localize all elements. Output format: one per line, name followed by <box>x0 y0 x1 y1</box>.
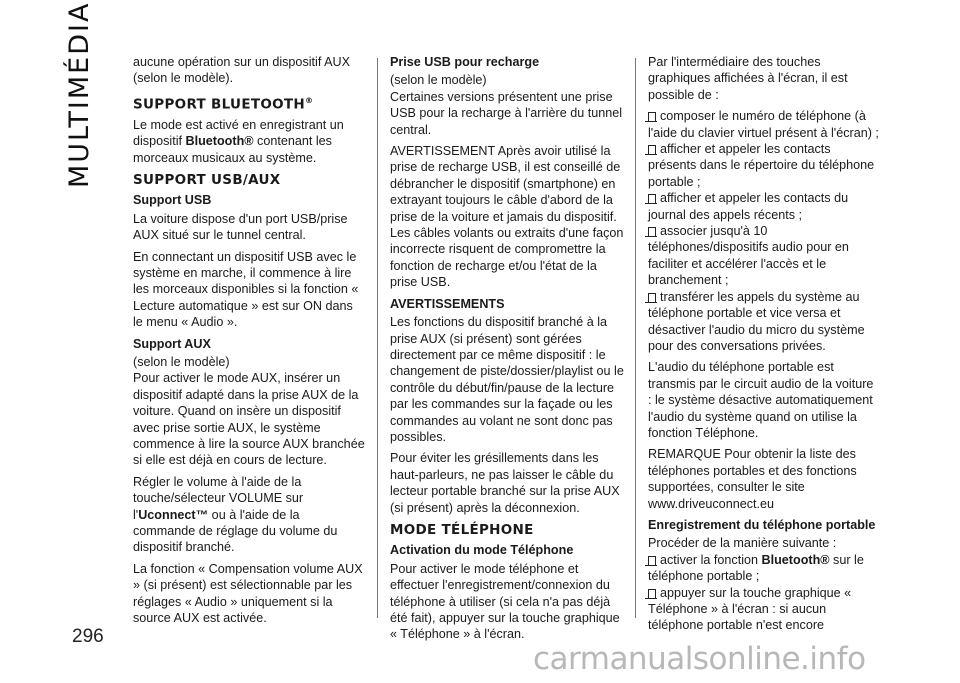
bullet-item: composer le numéro de téléphone (à l'aide du clavier virtuel présent à l'écran) ; <box>648 109 879 140</box>
bullet-item: activer la fonction Bluetooth® sur le téléphone portable ; <box>648 552 864 584</box>
bullet-icon <box>648 194 656 203</box>
bullet-icon <box>648 112 656 121</box>
section-title: MULTIMÉDIA <box>64 1 95 188</box>
subsection-heading: Enregistrement du téléphone portable <box>648 517 876 532</box>
paragraph: Certaines versions présentent une prise USB pour la recharge à l'arrière du tunnel central. <box>390 89 623 137</box>
paragraph: AVERTISSEMENT Après avoir utilisé la prise de recharge USB, il est conseillé de débrancher le dispositif (smartphone) en extrayant toujours le câble d'abord de la prise de la voiture et jamais du dispositif. Les câbles volants ou extraits d'une façon incorrecte risquent de compromettre la fonction de recharge et/ou l'état de la prise USB. <box>390 144 624 290</box>
subsection-heading: AVERTISSEMENTS <box>390 296 505 311</box>
paragraph: L'audio du téléphone portable est transmis par le circuit audio de la voiture : le système désactive automatiquement l'audio du système quand on utilise la fonction Téléphone. <box>648 360 874 440</box>
bullet-item: afficher et appeler les contacts présents dans le répertoire du téléphone portable ; <box>648 142 875 189</box>
watermark: carmanualsonline.info <box>533 641 866 677</box>
paragraph: Pour activer le mode téléphone et effectuer l'enregistrement/connexion du téléphone à utiliser (si cela n'a pas déjà été fait), appuyer sur la touche graphique « Téléphone » à l'écran. <box>390 561 620 642</box>
section-heading: MODE TÉLÉPHONE <box>390 521 534 538</box>
paragraph: La fonction « Compensation volume AUX » (si présent) est sélectionnable par les réglages « Audio » uniquement si la source AUX est activée. <box>133 561 363 626</box>
paragraph: (selon le modèle) <box>390 73 487 88</box>
paragraph: Régler le volume à l'aide de la touche/sélecteur VOLUME sur l'Uconnect™ ou à l'aide de la commande de réglage du volume du dispositif branché. <box>133 474 338 555</box>
bullet-icon <box>648 293 656 302</box>
paragraph: Pour éviter les grésillements dans les haut-parleurs, ne pas laisser le câble du lecteur portable branché sur la prise AUX (si présent) après la déconnexion. <box>390 451 620 515</box>
paragraph: Le mode est activé en enregistrant un dispositif Bluetooth® contenant les morceaux musicaux au système. <box>133 117 344 165</box>
paragraph: REMARQUE Pour obtenir la liste des téléphones portables et des fonctions supportées, consulter le site www.driveuconnect.eu <box>648 447 857 511</box>
bullet-item: afficher et appeler les contacts du journal des appels récents ; <box>648 191 849 222</box>
bullet-item: associer jusqu'à 10 téléphones/dispositifs audio pour en faciliter et accélérer l'accès et le branchement ; <box>648 224 849 288</box>
paragraph: Par l'intermédiaire des touches graphiques affichées à l'écran, il est possible de : <box>648 55 848 102</box>
subsection-heading: Activation du mode Téléphone <box>390 543 574 558</box>
bullet-icon <box>648 145 656 154</box>
column-divider <box>377 58 378 618</box>
bullet-icon <box>648 227 656 236</box>
page-number: 296 <box>72 626 104 647</box>
bullet-icon <box>648 556 656 565</box>
bullet-item: appuyer sur la touche graphique « Téléphone » à l'écran : si aucun téléphone portable n'est encore <box>648 585 852 633</box>
subsection-heading: Support USB <box>133 193 212 208</box>
bullet-item: transférer les appels du système au téléphone portable et vice versa et désactiver l'audio du micro du système pour des conversations privées. <box>648 289 865 353</box>
paragraph: Pour activer le mode AUX, insérer un dispositif adapté dans la prise AUX de la voiture. Quand on insère un dispositif avec prise sortie AUX, le système commence à lire la source AUX branchée si elle est déjà en cours de lecture. <box>133 371 365 468</box>
paragraph: Procéder de la manière suivante : <box>648 536 837 551</box>
subsection-heading: Support AUX <box>133 336 211 351</box>
subsection-heading: Prise USB pour recharge <box>390 55 540 69</box>
section-heading: SUPPORT USB/AUX <box>133 171 281 188</box>
text-column-1 <box>133 54 365 632</box>
paragraph: (selon le modèle) <box>133 355 230 369</box>
paragraph: aucune opération sur un dispositif AUX (selon le modèle). <box>133 55 351 86</box>
paragraph: Les fonctions du dispositif branché à la prise AUX (si présent) sont gérées directement par ce même dispositif : le changement de piste/dossier/playlist ou le contrôle du début/fin/pause de la lecture par les commandes sur la façade ou les commandes au volant ne sont donc pas possibles. <box>390 315 624 444</box>
text-column-2 <box>390 54 624 648</box>
bullet-icon <box>648 589 656 598</box>
column-divider <box>635 58 636 618</box>
paragraph: En connectant un dispositif USB avec le système en marche, il commence à lire les morceaux disponibles si la fonction « Lecture automatique » est sur ON dans le menu « Audio ». <box>133 249 359 330</box>
paragraph: La voiture dispose d'un port USB/prise AUX situé sur le tunnel central. <box>133 211 348 243</box>
section-heading: SUPPORT BLUETOOTH® <box>133 95 314 113</box>
text-column-3 <box>648 54 880 634</box>
